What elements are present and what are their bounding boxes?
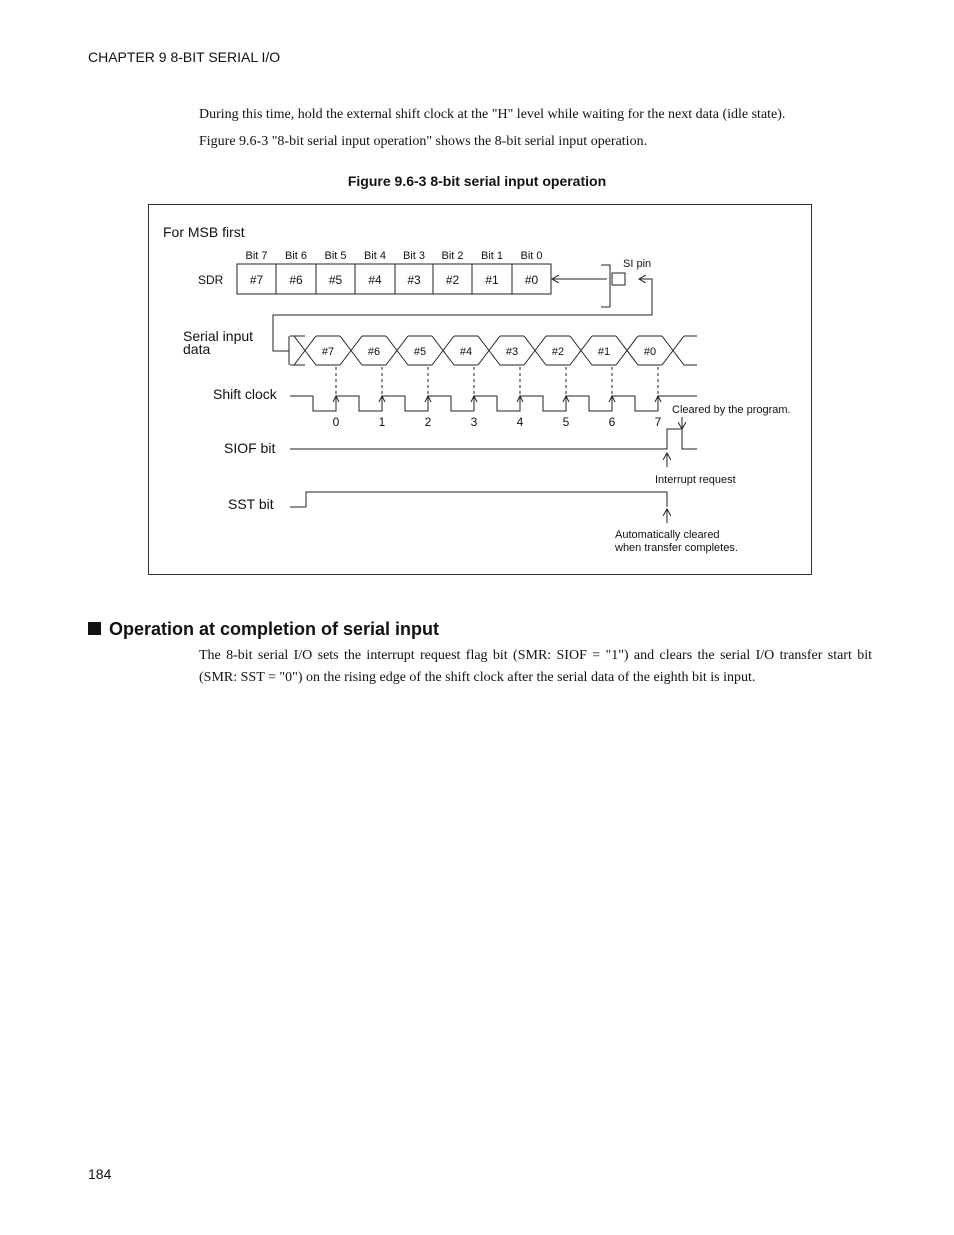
register-cell-value: #5 [328, 273, 343, 287]
data-transition [294, 336, 316, 365]
section-heading [88, 619, 439, 640]
data-transition [616, 336, 638, 365]
clock-number: 1 [378, 415, 386, 429]
bit-label: Bit 4 [363, 250, 387, 262]
shift-clock-label: Shift clock [213, 386, 277, 402]
cleared-by-program-note: Cleared by the program. [672, 404, 791, 416]
register-cell-value: #0 [524, 273, 539, 287]
clock-number: 7 [654, 415, 662, 429]
sdr-register [237, 264, 551, 294]
data-bit-label: #4 [459, 346, 473, 358]
sst-waveform [290, 492, 667, 507]
si-pin-bracket [601, 265, 610, 307]
data-transition [570, 336, 592, 365]
figure-caption: Figure 9.6-3 8-bit serial input operation [347, 173, 607, 189]
register-cell-value: #6 [289, 273, 303, 287]
auto-clear-note-line2: when transfer completes. [615, 542, 738, 554]
clock-number: 5 [562, 415, 570, 429]
bit-label: Bit 2 [441, 250, 464, 262]
bit-label: Bit 5 [324, 250, 347, 262]
auto-clear-note-line1: Automatically cleared [615, 529, 720, 541]
register-cell-value: #2 [445, 273, 460, 287]
shift-clock-waveform [290, 367, 697, 429]
section-body: The 8-bit serial I/O sets the interrupt request flag bit (SMR: SIOF = "1") and clears the serial I/O transfer start bit (SMR: SST = "0") on the rising edge of the shift clock after the serial data of the eighth bit is input. [199, 648, 872, 685]
clock-waveform-path [290, 396, 697, 411]
data-bit-label: #2 [551, 346, 565, 358]
data-bit-label: #5 [413, 346, 427, 358]
bit-label: Bit 0 [520, 250, 543, 262]
data-transition [432, 336, 454, 365]
serial-input-label-line1: Serial input [183, 328, 254, 344]
si-pin-icon [612, 273, 625, 285]
bit-label: Bit 6 [284, 250, 308, 262]
siof-waveform [290, 429, 697, 449]
data-transition [340, 336, 362, 365]
register-cell-value: #7 [249, 273, 264, 287]
data-bit-label: #0 [643, 346, 657, 358]
clock-number: 0 [332, 415, 340, 429]
sst-bit-label: SST bit [228, 496, 274, 512]
siof-bit-label: SIOF bit [224, 440, 276, 456]
idle-level-lines [684, 336, 697, 365]
clock-number: 4 [516, 415, 524, 429]
si-pin-label: SI pin [623, 258, 652, 270]
timing-diagram-figure [148, 204, 812, 575]
page-number: 184 [88, 1166, 112, 1182]
intro-paragraph-2: Figure 9.6-3 "8-bit serial input operation" shows the 8-bit serial input operation. [199, 134, 648, 149]
data-bit-label: #3 [505, 346, 519, 358]
serial-input-label-line2: data [183, 341, 211, 357]
data-transition [662, 336, 684, 365]
si-connection-line [273, 279, 652, 351]
data-transition [524, 336, 546, 365]
interrupt-request-note: Interrupt request [655, 474, 736, 486]
data-bit-label: #6 [367, 346, 381, 358]
bit-label: Bit 7 [245, 250, 268, 262]
register-label: SDR [198, 273, 224, 287]
bit-label: Bit 3 [402, 250, 426, 262]
clock-number: 3 [470, 415, 478, 429]
data-transition [386, 336, 408, 365]
intro-paragraph-1: During this time, hold the external shift clock at the "H" level while waiting for the next data (idle state). [199, 107, 786, 122]
register-cell-value: #4 [368, 273, 382, 287]
serial-data-waveform [289, 336, 697, 365]
data-bit-label: #1 [597, 346, 611, 358]
bit-label: Bit 1 [480, 250, 504, 262]
chapter-header: CHAPTER 9 8-BIT SERIAL I/O [88, 49, 281, 65]
bit-labels [245, 250, 542, 262]
clock-number: 2 [424, 415, 432, 429]
data-transition [478, 336, 500, 365]
section-bullet-square [88, 622, 101, 635]
data-bit-label: #7 [321, 346, 335, 358]
clock-number: 6 [608, 415, 616, 429]
register-cell-value: #3 [407, 273, 421, 287]
timing-diagram [149, 205, 813, 576]
mode-label: For MSB first [163, 224, 245, 240]
register-cell-value: #1 [485, 273, 499, 287]
section-title: Operation at completion of serial input [109, 619, 440, 639]
